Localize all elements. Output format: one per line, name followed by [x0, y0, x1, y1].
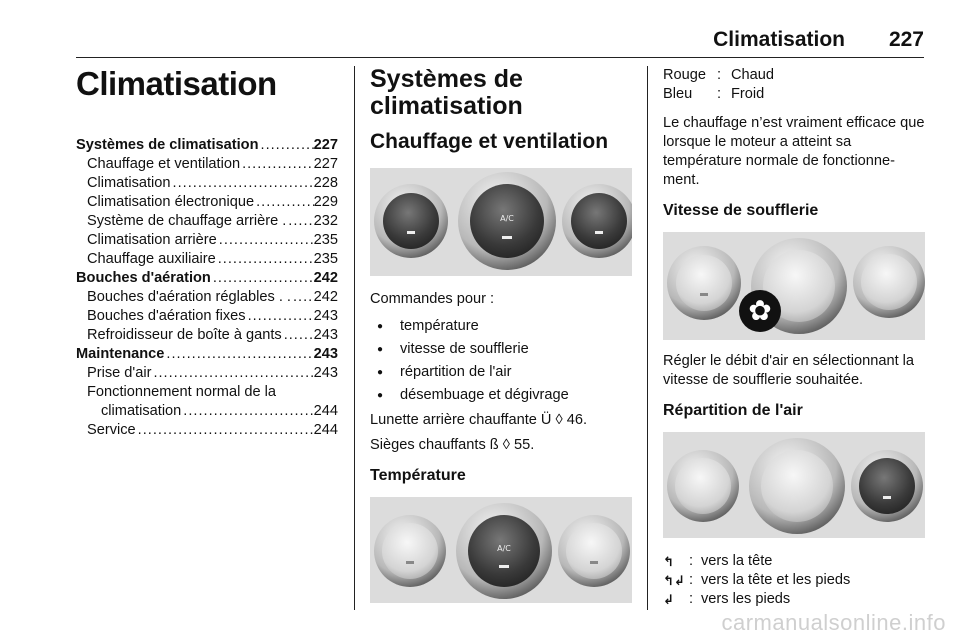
toc-entry-page: 228	[313, 175, 338, 191]
content-column-3	[663, 66, 925, 609]
toc-entry-label: Fonctionnement normal de la	[87, 384, 277, 400]
fan-knob	[749, 438, 845, 534]
rear-window-ref: Lunette arrière chauffante Ü ◊ 46.	[370, 412, 588, 428]
fan-speed-heading: Vitesse de soufflerie	[663, 202, 819, 219]
toc-entry-page: 229	[313, 194, 338, 210]
list-item: ● désembuage et dégivrage	[370, 384, 635, 407]
commands-list	[370, 315, 635, 407]
toc-column	[76, 66, 338, 440]
toc-entry[interactable]	[76, 288, 338, 307]
toc-entry-label: Climatisation électronique	[87, 194, 255, 210]
toc-entry-label: Systèmes de climatisation	[76, 137, 259, 153]
fan-knob-highlight	[667, 246, 741, 320]
heated-seats-ref: Sièges chauffants ß ◊ 55.	[370, 437, 535, 453]
distribution-legend-row	[663, 571, 925, 590]
toc-entry-page: 242	[313, 270, 338, 286]
color-value: Froid	[731, 86, 765, 102]
commands-intro: Commandes pour :	[370, 291, 495, 307]
subsection-title: Chauffage et ventilation	[370, 130, 609, 153]
color-legend	[663, 66, 925, 104]
distribution-knob	[853, 246, 925, 318]
toc-entry-label: Climatisation arrière	[87, 232, 217, 248]
toc-entry-label: Climatisation	[87, 175, 171, 191]
toc-section[interactable]	[76, 136, 338, 155]
toc-entry-label: Bouches d'aération fixes	[87, 308, 246, 324]
distribution-label: vers la tête	[701, 553, 773, 569]
toc-entry-label: Refroidisseur de boîte à gants	[87, 327, 282, 343]
fan-icon: ✿	[739, 290, 781, 332]
toc-entry-wrapped[interactable]	[76, 383, 338, 421]
section-title-line2: climatisation	[370, 92, 523, 120]
page-number: 227	[888, 28, 924, 51]
table-of-contents	[76, 136, 338, 383]
toc-entry-page: 235	[313, 251, 338, 267]
toc-entry-page: 227	[313, 137, 338, 153]
separator: :	[689, 553, 694, 569]
temperature-knob	[374, 184, 448, 258]
distribution-knob	[558, 515, 630, 587]
toc-entry-page: 242	[313, 289, 338, 305]
toc-entry-page: 243	[313, 327, 338, 343]
toc-entry-page: 227	[313, 156, 338, 172]
toc-entry[interactable]	[76, 250, 338, 269]
toc-entry[interactable]	[76, 326, 338, 345]
toc-entry[interactable]	[76, 212, 338, 231]
toc-entry-service[interactable]	[76, 421, 338, 440]
color-legend-row	[663, 66, 925, 85]
list-item: ● vitesse de soufflerie	[370, 338, 635, 361]
color-key: Bleu	[663, 86, 693, 102]
color-legend-row	[663, 85, 925, 104]
distribution-knob	[562, 184, 632, 258]
air-distribution-figure	[663, 432, 925, 538]
chapter-title: Climatisation	[76, 65, 277, 102]
air-distribution-heading: Répartition de l'air	[663, 402, 803, 419]
toc-entry-label: Maintenance	[76, 346, 165, 362]
separator: :	[689, 591, 694, 607]
airflow-icon: ↲	[663, 592, 674, 607]
distribution-legend	[663, 552, 925, 609]
distribution-label: vers la tête et les pieds	[701, 572, 851, 588]
ac-label: A/C	[500, 213, 514, 223]
section-title	[370, 66, 635, 120]
toc-entry[interactable]	[76, 231, 338, 250]
fan-speed-figure	[663, 232, 925, 340]
toc-entry-label-cont: climatisation	[101, 403, 182, 419]
distribution-label: vers les pieds	[701, 591, 791, 607]
separator: :	[689, 572, 694, 588]
content-column-2	[370, 66, 635, 603]
toc-entry-page: 235	[313, 232, 338, 248]
header-title: Climatisation	[713, 28, 845, 51]
toc-entry[interactable]	[76, 307, 338, 326]
list-item: ● répartition de l'air	[370, 361, 635, 384]
toc-entry-label: Prise d'air	[87, 365, 152, 381]
toc-entry-page: 244	[313, 422, 338, 438]
climate-controls-figure	[370, 168, 632, 276]
fan-knob	[456, 503, 552, 599]
page-header	[0, 0, 960, 60]
airflow-icon: ↰↲	[663, 573, 685, 588]
column-divider-1	[354, 66, 355, 610]
ac-label: A/C	[497, 543, 511, 553]
toc-entry-page: 232	[313, 213, 338, 229]
toc-entry-page: 243	[313, 365, 338, 381]
toc-entry-label: Chauffage auxiliaire	[87, 251, 216, 267]
toc-entry[interactable]	[76, 155, 338, 174]
toc-entry-label: Bouches d'aération	[76, 270, 211, 286]
distribution-knob-highlight	[851, 450, 923, 522]
watermark: carmanualsonline.info	[721, 610, 946, 635]
toc-entry-page: 244	[313, 403, 338, 419]
column-divider-2	[647, 66, 648, 610]
separator: :	[717, 67, 722, 83]
fan-speed-text: Régler le débit d'air en sélectionnant la vitesse de soufflerie souhaitée.	[663, 353, 915, 388]
heating-note: Le chauffage n’est vraiment efficace que lorsque le moteur a atteint sa température normale de fonctionne-ment.	[663, 115, 925, 188]
temperature-figure	[370, 497, 632, 603]
section-title-line1: Systèmes de	[370, 65, 523, 93]
toc-entry[interactable]	[76, 174, 338, 193]
toc-entry-label: Service	[87, 422, 136, 438]
airflow-icon: ↰	[663, 554, 674, 569]
temperature-knob-highlight	[374, 515, 446, 587]
list-item: ● température	[370, 315, 635, 338]
toc-entry-page: 243	[313, 346, 338, 362]
distribution-legend-row	[663, 552, 925, 571]
toc-entry-label: Chauffage et ventilation	[87, 156, 241, 172]
temperature-heading: Température	[370, 467, 466, 484]
toc-section[interactable]	[76, 345, 338, 364]
fan-knob	[458, 172, 556, 270]
color-value: Chaud	[731, 67, 775, 83]
toc-entry-label: Système de chauffage arrière .	[87, 213, 287, 229]
toc-section[interactable]	[76, 269, 338, 288]
header-rule	[76, 57, 924, 58]
distribution-legend-row	[663, 590, 925, 609]
toc-entry[interactable]	[76, 193, 338, 212]
separator: :	[717, 86, 722, 102]
toc-entry-page: 243	[313, 308, 338, 324]
toc-entry-label: Bouches d'aération réglables . .	[87, 289, 291, 305]
toc-entry[interactable]	[76, 364, 338, 383]
color-key: Rouge	[663, 67, 707, 83]
temperature-knob	[667, 450, 739, 522]
